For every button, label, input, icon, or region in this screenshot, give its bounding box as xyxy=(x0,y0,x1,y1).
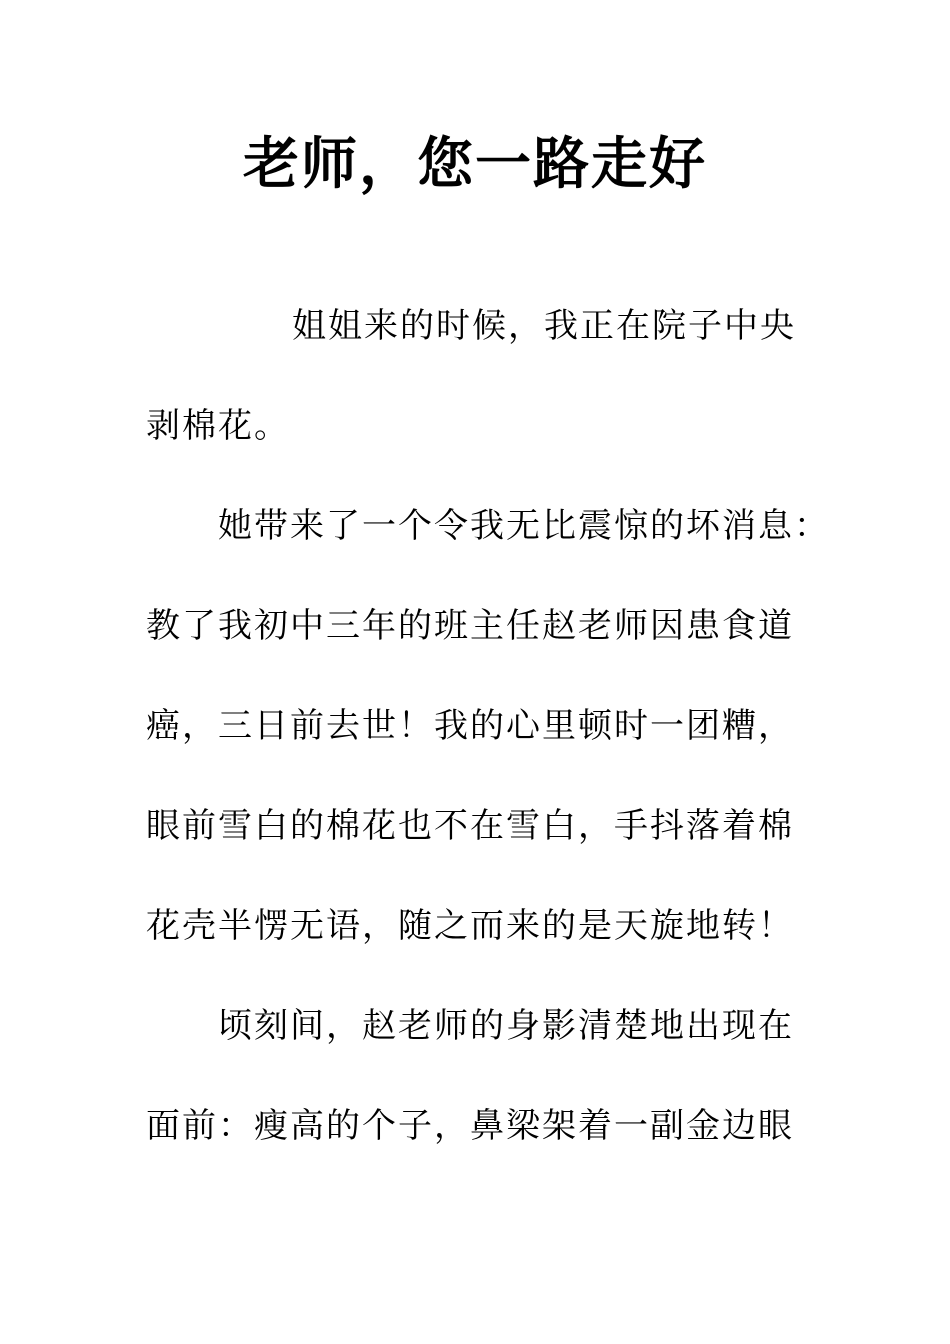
text-line-6: 眼前雪白的棉花也不在雪白，手抖落着棉 xyxy=(146,806,794,846)
text-line-2: 剥棉花。 xyxy=(146,406,290,446)
text-line-9: 面前：瘦高的个子，鼻梁架着一副金边眼 xyxy=(146,1106,794,1146)
text-line-7: 花壳半愣无语，随之而来的是天旋地转！ xyxy=(146,906,794,946)
text-line-5: 癌，三日前去世！我的心里顿时一团糟， xyxy=(146,706,794,746)
text-line-8: 顷刻间，赵老师的身影清楚地出现在 xyxy=(218,1006,794,1046)
text-line-4: 教了我初中三年的班主任赵老师因患食道 xyxy=(146,606,794,646)
text-line-3: 她带来了一个令我无比震惊的坏消息： xyxy=(218,506,830,546)
text-line-1: 姐姐来的时候，我正在院子中央 xyxy=(292,306,796,346)
page-title: 老师，您一路走好 xyxy=(243,132,707,197)
